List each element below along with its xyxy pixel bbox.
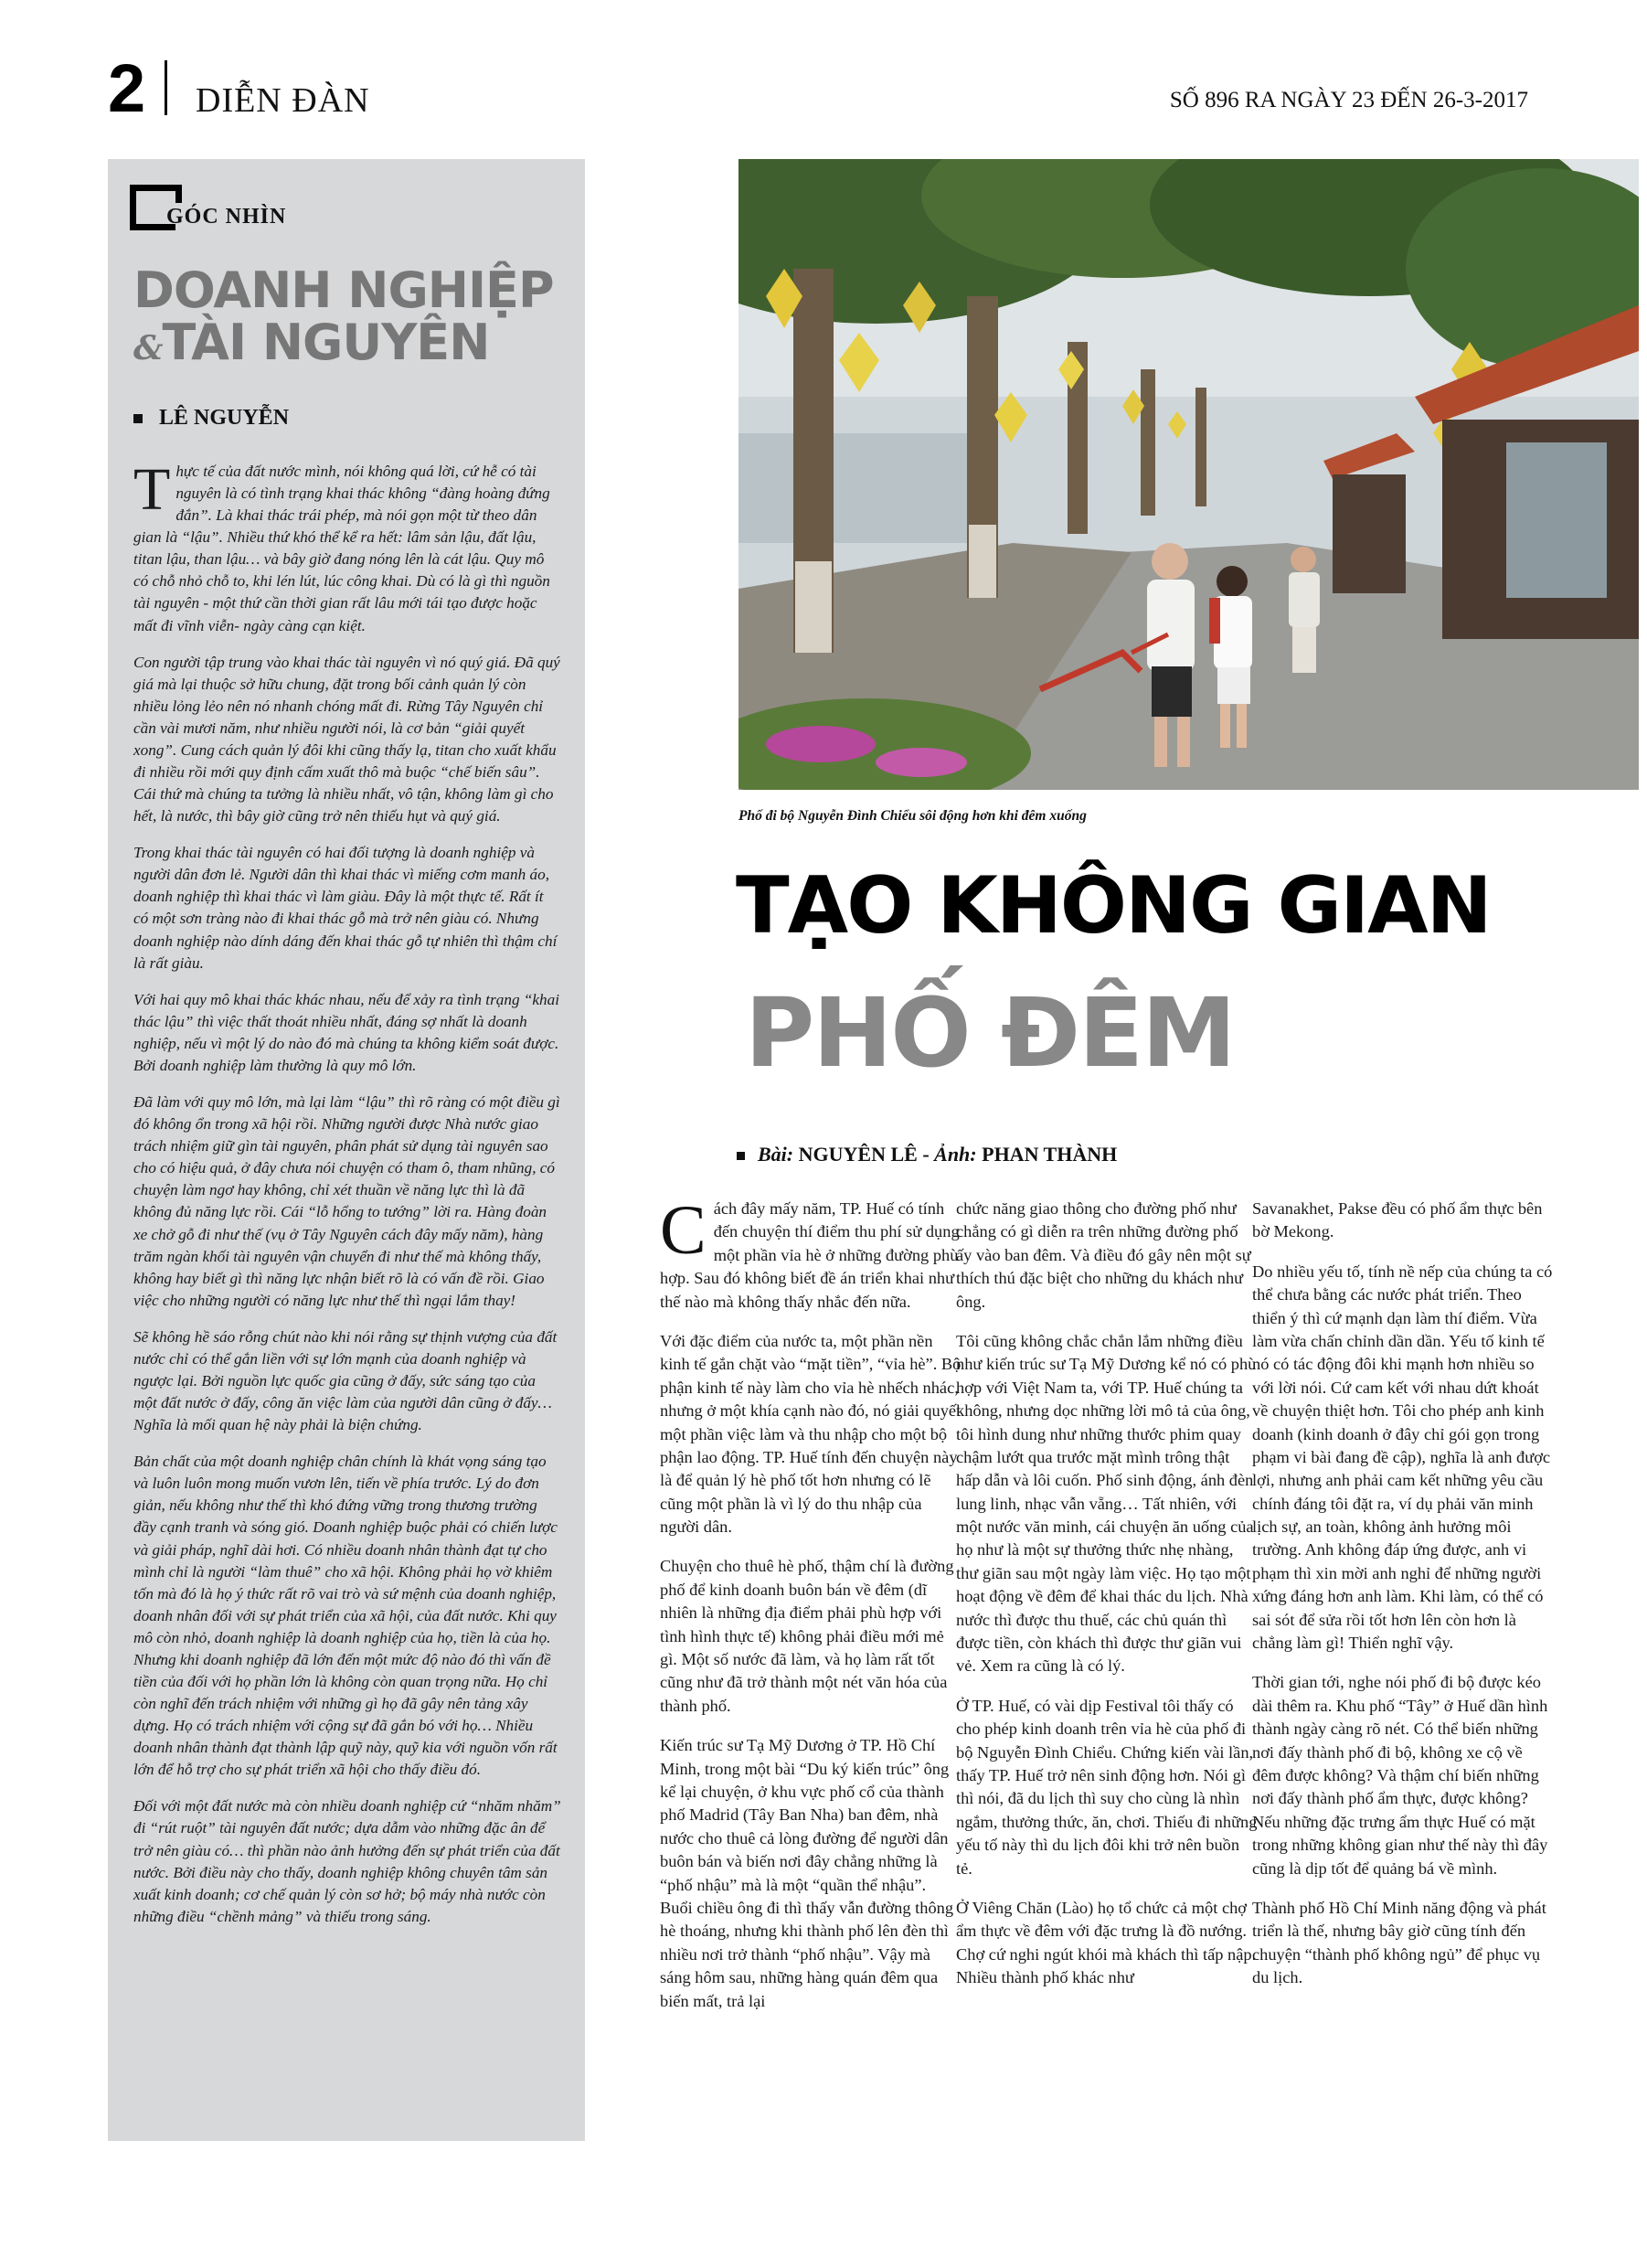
sidebar-title-amp: & <box>133 328 163 367</box>
sidebar-paragraph: Trong khai thác tài nguyên có hai đối tượng là doanh nghiệp và người dân đơn lẻ. Người dân thì khai thác vì miếng cơm manh áo, doanh nghiệp thì khai thác vì làm giàu. Đây là một thực tế. Rất ít có một sơn tràng nào đi khai thác gỗ mà trở nên giàu có. Nhưng doanh nghiệp nào dính dáng đến khai thác gỗ tự nhiên thì thậm chí là rất giàu. <box>133 844 558 972</box>
sidebar-author: LÊ NGUYỄN <box>159 406 290 430</box>
sidebar-byline <box>133 406 289 431</box>
sidebar-paragraph: Sẽ không hề sáo rỗng chút nào khi nói rằng sự thịnh vượng của đất nước chỉ có thể gắn liền với sự lớn mạnh của doanh nghiệp và ngược lại. Bởi nguồn lực quốc gia cũng ở đấy, sức sáng tạo của một đất nước ở đấy, công ăn việc làm của người dân cũng ở đấy… Nghĩa là mối quan hệ này phải là biện chứng. <box>133 1327 558 1434</box>
street-photo-image <box>738 159 1639 790</box>
byline-photo-label: Ảnh: <box>934 1143 977 1166</box>
article-column-2 <box>956 1198 1258 2007</box>
bullet-square-icon <box>737 1152 745 1160</box>
article-paragraph: Kiến trúc sư Tạ Mỹ Dương ở TP. Hồ Chí Minh, trong một bài “Du ký kiến trúc” ông kể lại chuyện, ở khu vực phố cổ của thành phố Madrid (Tây Ban Nha) ban đêm, nhà nước cho thuê cả lòng đường để người dân buôn bán và biến nơi đây chẳng những là “phố nhậu” mà là một “quần thể nhậu”. Buổi chiều ông đi thì thấy vẫn đường thông hè thoáng, nhưng khi thành phố lên đèn thì nhiều nơi trở thành “phố nhậu”. Vậy mà sáng hôm sau, những hàng quán đêm qua biến mất, trả lại <box>660 1736 954 2010</box>
sidebar-paragraph: Đã làm với quy mô lớn, mà lại làm “lậu” thì rõ ràng có một điều gì đó không ổn trong xã hội rồi. Những người được Nhà nước giao trách nhiệm giữ gìn tài nguyên, phân phát sử dụng tài nguyên sao cho có hiệu quả, ở đây chưa nói chuyện có tham ô, tham nhũng, có chuyện làm ngơ hay không, chỉ xét thuần về năng lực thì là đã không đủ năng lực rồi. Cái “lỗ hổng to tướng” lời ra. Hàng đoàn xe chở gỗ đi như thế (vụ ở Tây Nguyên cách đây mấy năm), hàng trăm ngàn khối tài nguyên vận chuyển đi như thế mà không thấy, không hay biết gì thì năng lực nhận biết rõ là có vấn đề rồi. Giao việc cho những người có năng lực như thế thì ngại lắm thay! <box>133 1093 560 1309</box>
bullet-square-icon <box>133 414 143 423</box>
article-paragraph: Ở Viêng Chăn (Lào) họ tổ chức cả một chợ ẩm thực về đêm với đặc trưng là đồ nướng. Chợ cứ nghi ngút khói mà khách thì tấp nập. Nhiều thành phố khác như <box>956 1898 1257 1987</box>
sidebar-title-line2: TÀI NGUYÊN <box>162 313 490 371</box>
article-byline <box>737 1143 1117 1166</box>
drop-cap: C <box>660 1192 707 1269</box>
article-paragraph: Với đặc điểm của nước ta, một phần nền kinh tế gắn chặt vào “mặt tiền”, “vỉa hè”. Bộ phận kinh tế này làm cho vỉa hè nhếch nhác, nhưng ở một khía cạnh nào đó, nó giải quyết một phần việc làm và thu nhập cho một bộ phận lao động. TP. Huế tính đến chuyện này là để quản lý hè phố tốt hơn nhưng có lẽ cũng một phần là vì lý do thu nhập của người dân. <box>660 1331 962 1537</box>
sidebar-paragraph: Con người tập trung vào khai thác tài nguyên vì nó quý giá. Đã quý giá mà lại thuộc sở hữu chung, đặt trong bối cảnh quản lý còn nhiều lỏng lẻo nên nó nhanh chóng mất đi. Rừng Tây Nguyên chỉ cần vài mươi năm, như nhiều người nói, là cơ bản “giải quyết xong”. Cung cách quản lý đôi khi cũng thấy lạ, titan cho xuất khẩu đi nhiều rồi mới quy định cấm xuất thô mà buộc “chế biến sâu”. Cái thứ mà chúng ta tưởng là nhiều nhất, vô tận, không làm gì cho hết, là nước, thì bây giờ cũng trở nên thiếu hụt và quý giá. <box>133 653 560 825</box>
article-paragraph <box>660 1192 962 1314</box>
article-paragraph: Thành phố Hồ Chí Minh năng động và phát triển là thế, nhưng bây giờ cũng tính đến chuyện “thành phố không ngủ” để phục vụ du lịch. <box>1252 1898 1546 1987</box>
article-column-1 <box>660 1192 962 2029</box>
article-paragraph: Ở TP. Huế, có vài dịp Festival tôi thấy có cho phép kinh doanh trên vỉa hè của phố đi bộ Nguyễn Đình Chiểu. Chứng kiến vài lần, thấy TP. Huế trở nên sinh động hơn. Nói gì thì nói, đã du lịch thì suy cho cùng là nhìn ngắm, thưởng thức, ăn, chơi. Thiếu đi những yếu tố này thì du lịch đôi khi trở nên buồn tẻ. <box>956 1696 1258 1878</box>
page-number: 2 <box>108 50 146 126</box>
byline-text-label: Bài: <box>758 1143 794 1166</box>
sidebar-title-line2-wrap <box>133 313 563 371</box>
sidebar-paragraph: Đối với một đất nước mà còn nhiều doanh nghiệp cứ “nhăm nhăm” đi “rút ruột” tài nguyên đất nước; dựa dẫm vào những đặc ân để trở nên giàu có… thì phần nào ảnh hưởng đến sự phát triển của đất nước. Bởi điều này cho thấy, doanh nghiệp không chuyên tâm sản xuất kinh doanh; cơ chế quản lý còn sơ hở; bộ máy nhà nước còn những điều “chềnh mảng” và thiếu trong sáng. <box>133 1797 561 1925</box>
headline-line2: PHỐ ĐÊM <box>745 977 1235 1089</box>
article-paragraph: Tôi cũng không chắc chắn lắm những điều như kiến trúc sư Tạ Mỹ Dương kể nó có phù hợp với Việt Nam ta, với TP. Huế chúng ta không, nhưng dọc những lời mô tả của ông, tôi hình dung như những thước phim quay chậm lướt qua trước mặt mình trông thật hấp dẫn và lôi cuốn. Phố sinh động, ánh đèn lung linh, nhạc vẫn vẵng… Tất nhiên, với một nước văn minh, cái chuyện ăn uống của họ như là một sự thưởng thức nhẹ nhàng, thư giãn sau một ngày làm việc. Họ tạo một hoạt động về đêm để khai thác du lịch. Nhà nước thì được thu thuế, các chủ quán thì được tiền, còn khách thì được thư giãn vui vẻ. Xem ra cũng là có lý. <box>956 1331 1257 1676</box>
street-photo <box>738 159 1639 790</box>
sidebar-paragraph: Bản chất của một doanh nghiệp chân chính là khát vọng sáng tạo và luôn luôn mong muốn vươn lên, tiến về phía trước. Lý do đơn giản, nếu không như thế thì khó đứng vững trong thương trường đầy cạnh tranh và sóng gió. Doanh nghiệp buộc phải có chiến lược và giải pháp, nghĩ dài hơi. Có nhiều doanh nhân thành đạt tự cho mình chỉ là người “làm thuê” cho xã hội. Không phải họ vờ khiêm tốn mà đó là họ ý thức rất rõ vai trò và sứ mệnh của doanh nghiệp, doanh nhân đối với sự phát triển của xã hội, của đất nước. Khi quy mô còn nhỏ, doanh nghiệp là doanh nghiệp của họ, tiền là của họ. Nhưng khi doanh nghiệp đã lớn đến một mức độ nào đó thì vấn đề tiền của đối với họ phần lớn là không còn quan trọng nữa. Họ chỉ còn nghĩ đến trách nhiệm với những gì họ đã gây nên tảng xây dựng. Họ có trách nhiệm với cộng sự đã gắn bó với họ… Nhiều doanh nhân thành đạt thành lập quỹ này, quỹ kia với nguồn vốn rất lớn để hỗ trợ cho sự phát triển xã hội cho thấy điều đó. <box>133 1453 558 1779</box>
byline-author: NGUYÊN LÊ <box>798 1143 918 1166</box>
article-column-3 <box>1252 1198 1554 2007</box>
section-name: DIỄN ĐÀN <box>196 81 370 120</box>
sidebar-title-line1: DOANH NGHIỆP <box>133 261 554 319</box>
article-paragraph-text: ách đây mấy năm, TP. Huế có tính đến chuyện thí điểm thu phí sử dụng một phần vỉa hè ở những đường phù hợp. Sau đó không biết đề án triển khai như thế nào mà không thấy nhắc đến nữa. <box>660 1199 960 1311</box>
article-paragraph: chức năng giao thông cho đường phố như chẳng có gì diễn ra trên những đường phố ấy vào ban đêm. Và điều đó gây nên một sự thích thú đặc biệt cho những du khách như ông. <box>956 1199 1251 1311</box>
sidebar-title <box>133 261 563 371</box>
sidebar-body <box>133 456 561 1943</box>
headline-line1: TẠO KHÔNG GIAN <box>736 860 1491 952</box>
header-divider <box>165 60 167 115</box>
byline-separator: - <box>917 1143 935 1166</box>
issue-info: SỐ 896 RA NGÀY 23 ĐẾN 26-3-2017 <box>1169 88 1528 112</box>
article-paragraph: Thời gian tới, nghe nói phố đi bộ được kéo dài thêm ra. Khu phố “Tây” ở Huế dần hình thành ngày càng rõ nét. Có thể biến những nơi đấy thành phố đi bộ, không xe cộ về đêm được không? Và thậm chí biến những nơi đấy thành phố ẩm thực, được không? Nếu những đặc trưng ẩm thực Huế có mặt trong những không gian như thế này thì đây cũng là dịp tốt để quảng bá về mình. <box>1252 1673 1548 1878</box>
sidebar-paragraph: Với hai quy mô khai thác khác nhau, nếu để xảy ra tình trạng “khai thác lậu” thì việc thất thoát nhiều nhất, đáng sợ nhất là doanh nghiệp, nếu vì một lý do nào đó mà chúng ta không kiểm soát được. Bởi doanh nghiệp làm thường là quy mô lớn. <box>133 990 559 1074</box>
photo-caption: Phố đi bộ Nguyễn Đình Chiểu sôi động hơn khi đêm xuống <box>738 808 1087 824</box>
sidebar-label: GÓC NHÌN <box>166 205 287 229</box>
article-paragraph: Do nhiều yếu tố, tính nề nếp của chúng ta có thể chưa bằng các nước phát triển. Theo thiển ý thì cứ mạnh dạn làm thí điểm. Vừa làm vừa chấn chỉnh dần dần. Yếu tố kinh tế nó có tác động đôi khi mạnh hơn nhiều so với lời nói. Cứ cam kết với nhau dứt khoát về chuyện thiệt hơn. Tôi cho phép anh kinh doanh (kinh doanh ở đây chỉ gói gọn trong phạm vi bài đang đề cập), nghĩa là anh được lợi, nhưng anh phải cam kết những yêu cầu chính đáng tôi đặt ra, ví dụ phải văn minh lịch sự, an toàn, không ảnh hưởng môi trường. Anh không đáp ứng được, anh vi phạm thì xin mời anh nghỉ để những người xứng đáng hơn anh làm. Khi làm, có thể có sai sót để sửa rồi tốt hơn lên còn hơn là chẳng làm gì! Thiển nghĩ vậy. <box>1252 1262 1553 1653</box>
byline-photographer: PHAN THÀNH <box>982 1143 1118 1166</box>
article-paragraph: Savanakhet, Pakse đều có phố ẩm thực bên bờ Mekong. <box>1252 1199 1543 1241</box>
sidebar-column <box>108 159 585 2141</box>
sidebar-paragraph: Thực tế của đất nước mình, nói không quá lời, cứ hễ có tài nguyên là có tình trạng khai thác không “đàng hoàng đứng đắn”. Là khai thác trái phép, mà nói gọn một từ theo dân gian là “lậu”. Nhiều thứ khó thể kể ra hết: lâm sản lậu, đất lậu, titan lậu, than lậu… và bây giờ đang nóng lên là cát lậu. Quy mô có chỗ nhỏ chỗ to, khi lén lút, lúc công khai. Dù có là gì thì nguồn tài nguyên - một thứ cần thời gian rất lâu mới tái tạo được hoặc mất đi vĩnh viễn- ngày càng cạn kiệt. <box>133 456 550 634</box>
article-paragraph: Chuyện cho thuê hè phố, thậm chí là đường phố để kinh doanh buôn bán về đêm (dĩ nhiên là những địa điểm phải phù hợp với tình hình thực tế) không phải điều mới mẻ gì. Một số nước đã làm, và họ làm rất tốt cũng như đã trở thành một nét văn hóa của thành phố. <box>660 1557 954 1715</box>
